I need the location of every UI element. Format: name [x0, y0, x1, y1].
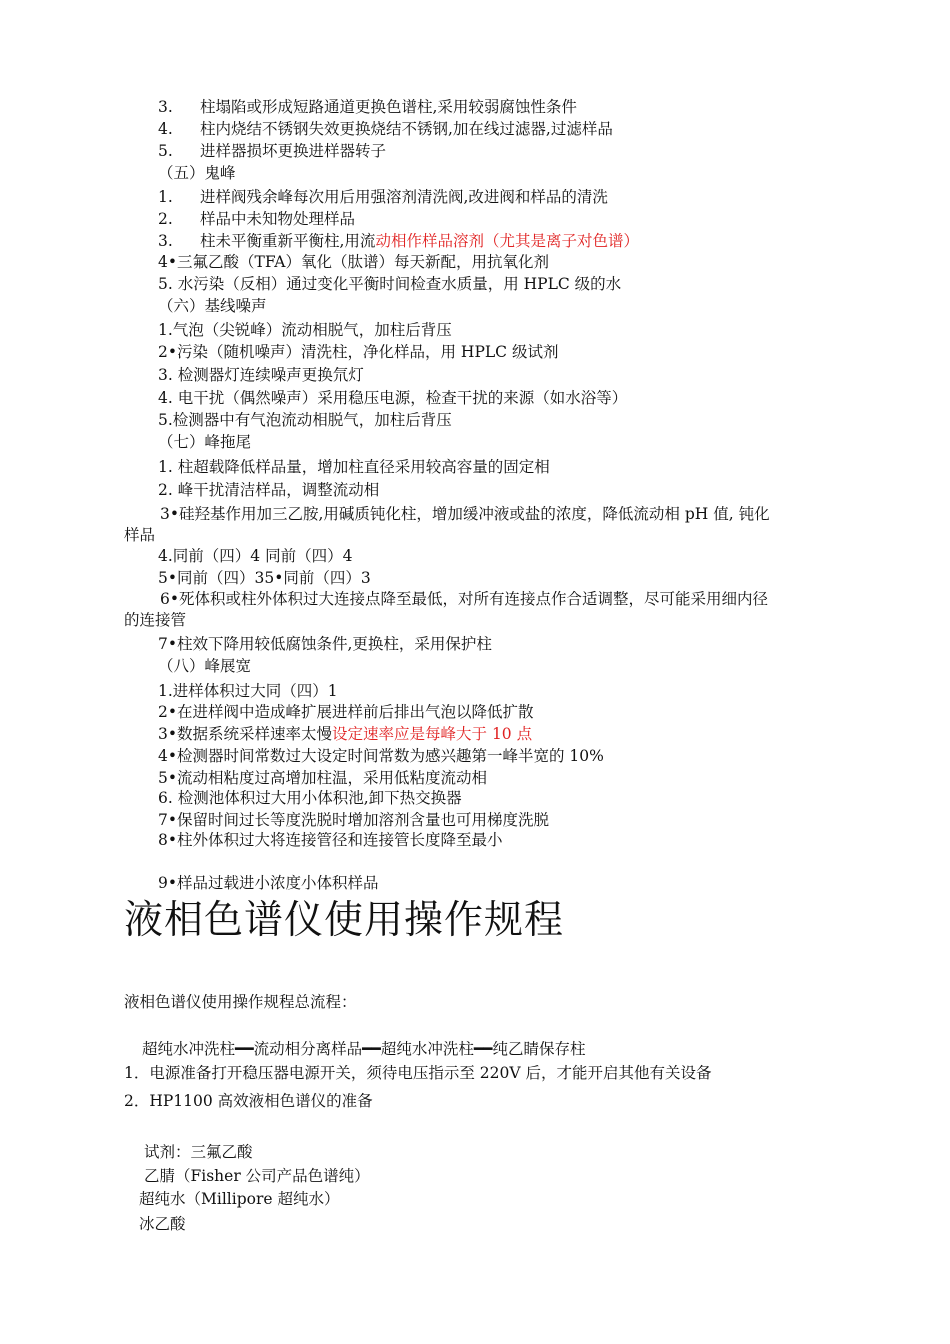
list-item: 2•在进样阀中造成峰扩展进样前后排出气泡以降低扩散: [158, 703, 534, 721]
reagent-item: 乙腈（Fisher 公司产品色谱纯）: [144, 1167, 370, 1185]
list-item: 4. 电干扰（偶然噪声）采用稳压电源，检查干扰的来源（如水浴等）: [158, 389, 628, 407]
list-item: [158, 97, 577, 117]
list-text: 柱未平衡重新平衡柱,用流: [200, 232, 376, 250]
list-item-continuation: 样品: [124, 526, 156, 544]
list-number: 3.: [158, 98, 173, 116]
list-item: 2. 峰干扰清洁样品，调整流动相: [158, 481, 380, 499]
reagent-item: 超纯水（Millipore 超纯水）: [139, 1190, 340, 1208]
list-item: 4.同前（四）4 同前（四）4: [158, 547, 353, 565]
list-item: [158, 724, 532, 744]
highlighted-text: 动相作样品溶剂（尤其是离子对色谱）: [375, 232, 639, 250]
list-text: 柱内烧结不锈钢失效更换烧结不锈钢,加在线过滤器,过滤样品: [200, 120, 613, 138]
list-item: 1. 柱超载降低样品量，增加柱直径采用较高容量的固定相: [158, 458, 550, 476]
list-item: 6•死体积或柱外体积过大连接点降至最低，对所有连接点作合适调整，尽可能采用细内径: [160, 590, 769, 608]
list-item: 3•硅羟基作用加三乙胺,用碱质钝化柱，增加缓冲液或盐的浓度，降低流动相 pH 值, 钝化: [160, 505, 770, 523]
reagent-item: 冰乙酸: [139, 1215, 186, 1233]
procedure-step: 1．电源准备打开稳压器电源开关，须待电压指示至 220V 后，才能开启其他有关设备: [124, 1064, 712, 1082]
list-item: 2•污染（随机噪声）清洗柱，净化样品，用 HPLC 级试剂: [158, 343, 559, 361]
list-item: 7•保留时间过长等度洗脱时增加溶剂含量也可用梯度洗脱: [158, 811, 550, 829]
list-text: 样品中未知物处理样品: [200, 210, 356, 228]
list-item: [158, 231, 639, 251]
list-item: 5.检测器中有气泡流动相脱气，加柱后背压: [158, 411, 452, 429]
list-text: 柱塌陷或形成短路通道更换色谱柱,采用较弱腐蚀性条件: [200, 98, 577, 116]
list-number: 5.: [158, 142, 173, 160]
list-item: [158, 119, 613, 139]
list-text: 进样器损坏更换进样器转子: [200, 142, 387, 160]
section-heading-peak-broadening: （八）峰展宽: [158, 657, 252, 675]
list-number: 2.: [158, 210, 173, 228]
list-number: 3.: [158, 232, 173, 250]
procedure-flow: 超纯水冲洗柱━━流动相分离样品━━超纯水冲洗柱━━纯乙睛保存柱: [142, 1040, 586, 1058]
section-heading-ghost-peaks: （五）鬼峰: [158, 164, 236, 182]
section-heading-peak-tailing: （七）峰拖尾: [158, 433, 252, 451]
list-number: 1.: [158, 188, 173, 206]
procedure-intro: 液相色谱仪使用操作规程总流程：: [124, 993, 357, 1011]
list-text: 3•数据系统采样速率太慢: [158, 725, 333, 743]
list-item-continuation: 的连接管: [124, 611, 187, 629]
page-title: 液相色谱仪使用操作规程: [124, 898, 565, 943]
list-item: 1.进样体积过大同（四）1: [158, 682, 338, 700]
list-text: 进样阀残余峰每次用后用强溶剂清洗阀,改进阀和样品的清洗: [200, 188, 608, 206]
list-item: [158, 187, 608, 207]
list-item: 7•柱效下降用较低腐蚀条件,更换柱，采用保护柱: [158, 635, 492, 653]
reagent-item: 试剂：三氟乙酸: [144, 1143, 253, 1161]
list-item: 5. 水污染（反相）通过变化平衡时间检查水质量，用 HPLC 级的水: [158, 275, 622, 293]
list-item: 9•样品过载进小浓度小体积样品: [158, 874, 379, 892]
section-heading-baseline-noise: （六）基线噪声: [158, 297, 267, 315]
list-item: 5•流动相粘度过高增加柱温，采用低粘度流动相: [158, 769, 488, 787]
highlighted-text: 设定速率应是每峰大于 10 点: [332, 725, 533, 743]
list-item: 8•柱外体积过大将连接管径和连接管长度降至最小: [158, 831, 503, 849]
list-item: [158, 209, 355, 229]
list-number: 4.: [158, 120, 173, 138]
list-item: 5•同前（四）35•同前（四）3: [158, 569, 371, 587]
procedure-step: 2．HP1100 高效液相色谱仪的准备: [124, 1092, 373, 1110]
list-item: 1.气泡（尖锐峰）流动相脱气，加柱后背压: [158, 321, 452, 339]
list-item: 4•检测器时间常数过大设定时间常数为感兴趣第一峰半宽的 10%: [158, 747, 604, 765]
list-item: 4•三氟乙酸（TFA）氧化（肽谱）每天新配，用抗氧化剂: [158, 253, 549, 271]
list-item: 3. 检测器灯连续噪声更换氘灯: [158, 366, 364, 384]
list-item: [158, 141, 386, 161]
list-item: 6. 检测池体积过大用小体积池,卸下热交换器: [158, 789, 462, 807]
